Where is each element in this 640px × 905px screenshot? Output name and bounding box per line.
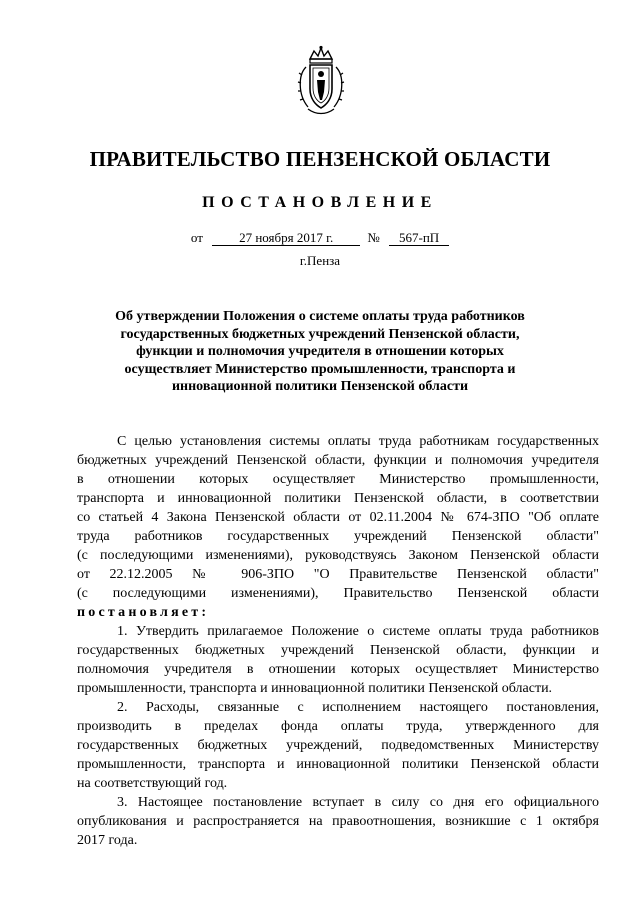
document-body — [77, 432, 599, 850]
body-line: 2017 года. — [77, 833, 138, 848]
coat-of-arms-icon — [296, 45, 346, 117]
body-line: 2. Расходы, связанные с исполнением настоящего постановления, — [117, 700, 599, 715]
document-number: 567-пП — [389, 231, 449, 246]
document-title — [95, 308, 545, 396]
preamble — [77, 432, 599, 622]
body-line: производить в пределах фонда оплаты труда, утвержденного для — [77, 719, 599, 734]
body-line: государственных бюджетных учреждений Пензенской области, функции и — [77, 643, 599, 658]
organization-name: ПРАВИТЕЛЬСТВО ПЕНЗЕНСКОЙ ОБЛАСТИ — [89, 147, 551, 171]
item-1 — [77, 622, 599, 698]
body-line: полномочия учредителя в отношении которых осуществляет Министерство — [77, 662, 599, 677]
body-line: бюджетных учреждений Пензенской области, функции и полномочия учредителя — [77, 453, 599, 468]
city: г.Пенза — [299, 253, 341, 268]
date-prefix: от — [190, 230, 203, 245]
body-line: промышленности, транспорта и инновационной политики Пензенской области — [77, 757, 599, 772]
date-number-line — [0, 230, 640, 246]
body-line: со статьей 4 Закона Пензенской области от 02.11.2004 № 674-ЗПО "Об оплате — [77, 510, 599, 525]
body-line: в отношении которых осуществляет Министерство промышленности, — [77, 472, 599, 487]
title-line: функции и полномочия учредителя в отношении которых — [136, 344, 504, 360]
body-line: на соответствующий год. — [77, 776, 228, 791]
document-date: 27 ноября 2017 г. — [212, 231, 360, 246]
title-line: Об утверждении Положения о системе оплаты труда работников — [115, 309, 525, 324]
body-line: транспорта и инновационной политики Пензенской области, в соответствии — [77, 491, 599, 506]
body-line: труда работников государственных учреждений Пензенской области" — [77, 529, 599, 544]
body-line: (с последующими изменениями), Правительство Пензенской области — [77, 586, 599, 601]
title-line: инновационной политики Пензенской области — [171, 379, 469, 395]
body-line: 3. Настоящее постановление вступает в силу со дня его официального — [117, 795, 599, 810]
document-type: ПОСТАНОВЛЕНИЕ — [202, 194, 438, 211]
body-line: государственных бюджетных учреждений, подведомственных Министерству — [77, 738, 599, 753]
body-line: от 22.12.2005 № 906-ЗПО "О Правительстве Пензенской области" — [77, 567, 599, 582]
item-3 — [77, 793, 599, 850]
number-prefix: № — [367, 230, 380, 245]
item-2 — [77, 698, 599, 793]
title-line: государственных бюджетных учреждений Пензенской области, — [120, 326, 520, 342]
resolves-word: постановляет: — [77, 605, 210, 620]
body-line: С целью установления системы оплаты труда работникам государственных — [117, 434, 599, 449]
title-line: осуществляет Министерство промышленности, транспорта и — [124, 361, 516, 377]
body-line: опубликования и распространяется на правоотношения, возникшие с 1 октября — [77, 814, 599, 829]
body-line: 1. Утвердить прилагаемое Положение о системе оплаты труда работников — [117, 624, 599, 639]
body-line: промышленности, транспорта и инновационной политики Пензенской области. — [77, 681, 553, 696]
body-line: (с последующими изменениями), руководствуясь Законом Пензенской области — [77, 548, 599, 563]
